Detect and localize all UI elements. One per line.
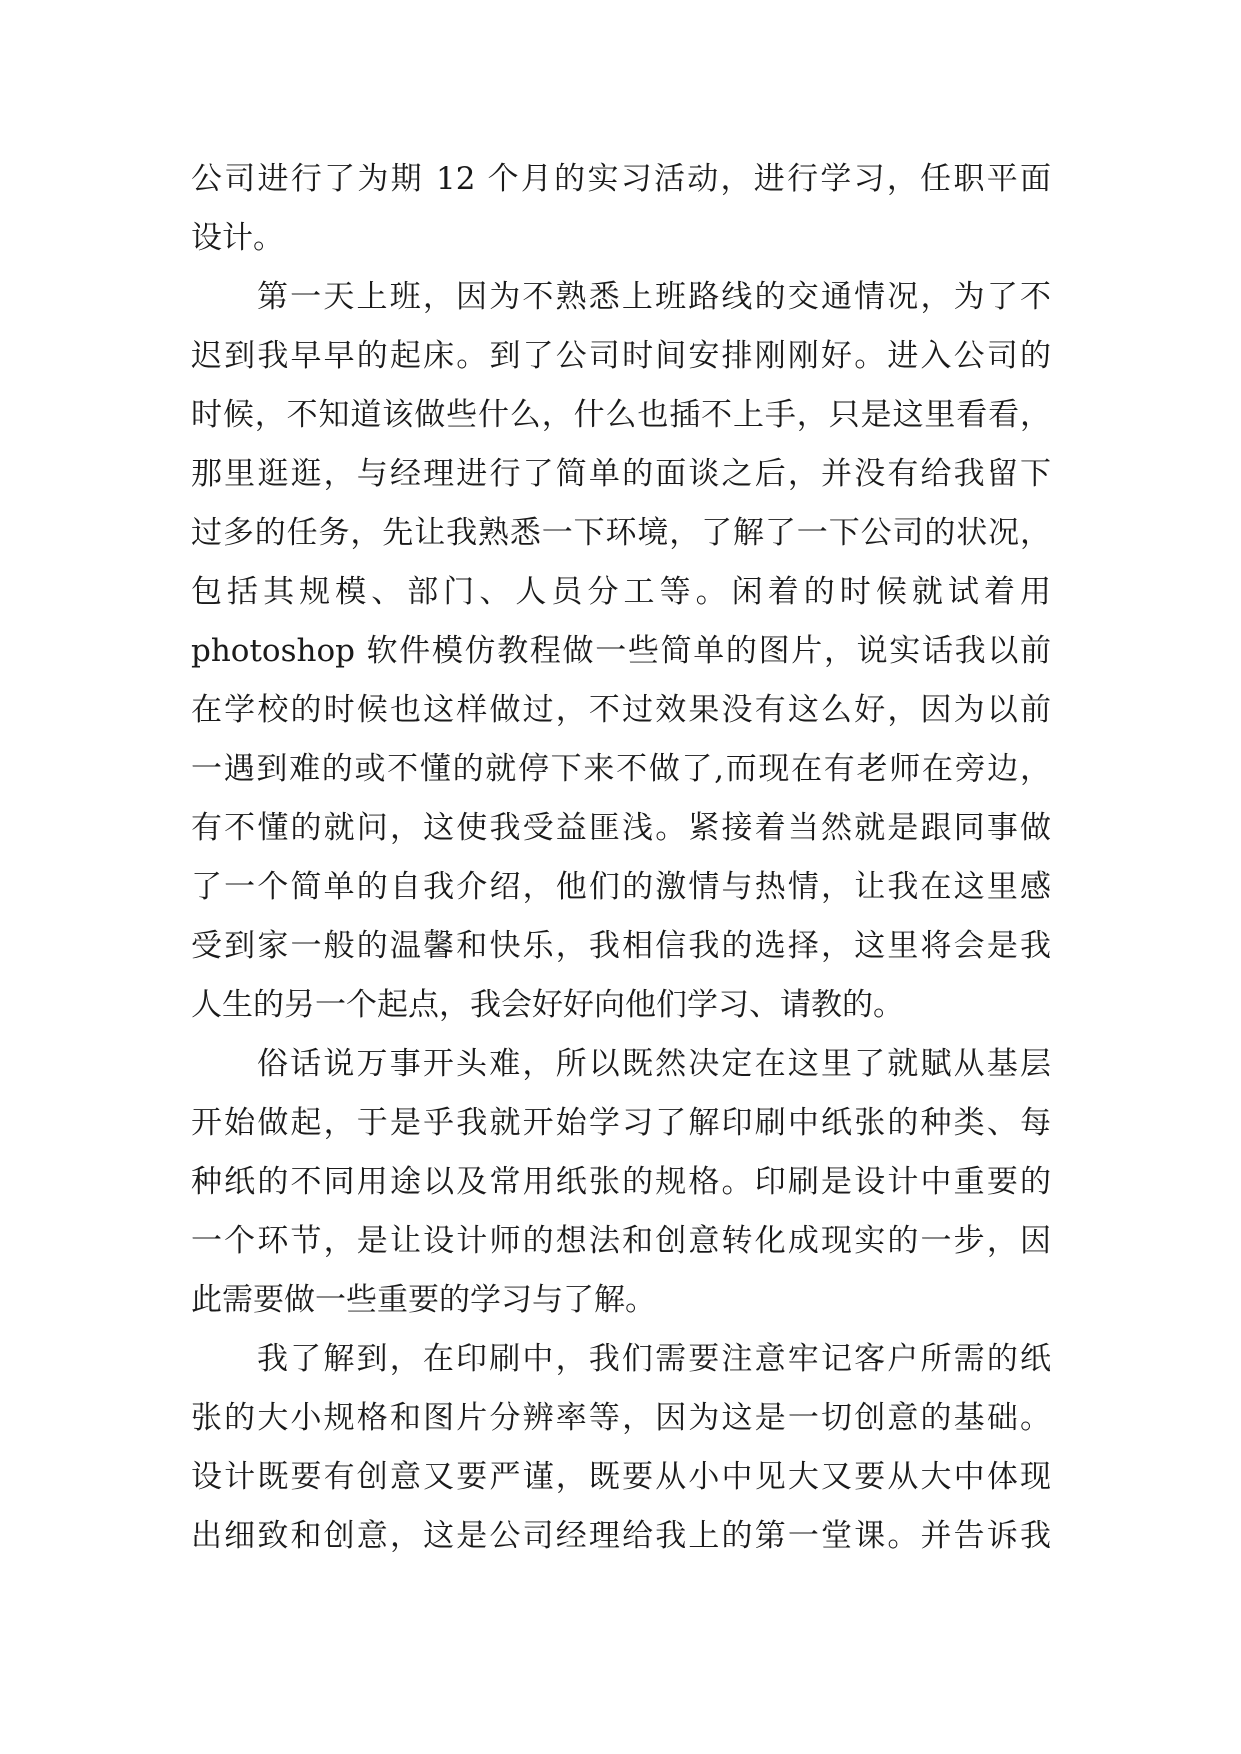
paragraph-first-line: 俗话说万事开头难，所以既然决定在这里了就賦从基层 <box>257 1046 1051 1082</box>
text-line: 开始做起，于是乎我就开始学习了解印刷中纸张的种类、每 <box>191 1105 1051 1141</box>
text-line: 有不懂的就问，这使我受益匪浅。紧接着当然就是跟同事做 <box>191 810 1051 846</box>
text-line: 过多的任务，先让我熟悉一下环境，了解了一下公司的状况， <box>191 515 1051 551</box>
text-line: 受到家一般的温馨和快乐，我相信我的选择，这里将会是我 <box>191 928 1051 964</box>
text-line: 公司进行了为期 12 个月的实习活动，进行学习，任职平面 <box>191 161 1051 197</box>
text-line: 设计既要有创意又要严谨，既要从小中见大又要从大中体现 <box>191 1459 1051 1495</box>
paragraph-first-line: 我了解到，在印刷中，我们需要注意牢记客户所需的纸 <box>257 1341 1051 1377</box>
text-line: photoshop 软件模仿教程做一些简单的图片，说实话我以前 <box>191 633 1051 669</box>
document-body <box>191 150 1051 1566</box>
text-line: 一遇到难的或不懂的就停下来不做了,而现在有老师在旁边， <box>191 751 1051 787</box>
text-line: 出细致和创意，这是公司经理给我上的第一堂课。并告诉我 <box>191 1518 1051 1554</box>
text-line: 时候，不知道该做些什么，什么也插不上手，只是这里看看， <box>191 397 1051 433</box>
text-line: 一个环节，是让设计师的想法和创意转化成现实的一步，因 <box>191 1223 1051 1259</box>
text-line: 张的大小规格和图片分辨率等，因为这是一切创意的基础。 <box>191 1400 1051 1436</box>
text-line: 设计。 <box>191 220 284 256</box>
text-line: 了一个简单的自我介绍，他们的激情与热情，让我在这里感 <box>191 869 1051 905</box>
text-line: 那里逛逛，与经理进行了简单的面谈之后，并没有给我留下 <box>191 456 1051 492</box>
text-line: 在学校的时候也这样做过，不过效果没有这么好，因为以前 <box>191 692 1051 728</box>
text-line: 种纸的不同用途以及常用纸张的规格。印刷是设计中重要的 <box>191 1164 1051 1200</box>
text-line: 人生的另一个起点，我会好好向他们学习、请教的。 <box>191 987 904 1023</box>
text-line: 此需要做一些重要的学习与了解。 <box>191 1282 656 1318</box>
text-line: 迟到我早早的起床。到了公司时间安排刚刚好。进入公司的 <box>191 338 1051 374</box>
paragraph-first-line: 第一天上班，因为不熟悉上班路线的交通情况，为了不 <box>257 279 1051 315</box>
text-line: 包括其规模、部门、人员分工等。闲着的时候就试着用 <box>191 574 1051 610</box>
